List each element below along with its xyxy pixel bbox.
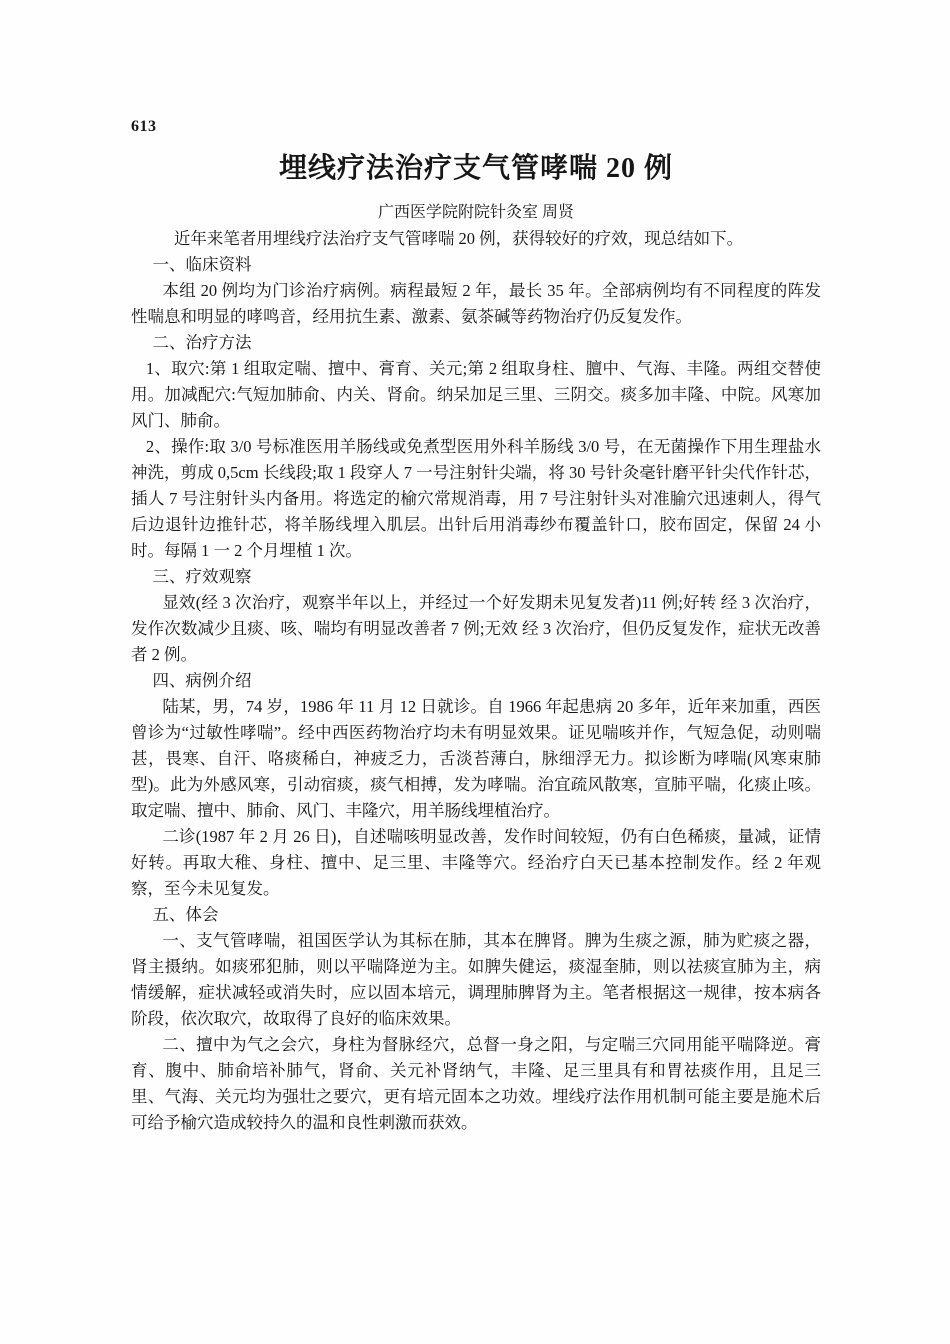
document-body [131, 226, 821, 1136]
section-heading-case: 四、病例介绍 [152, 671, 252, 690]
body-paragraph: 本组 20 例均为门诊治疗病例。病程最短 2 年，最长 35 年。全部病例均有不同程度的阵发性喘息和明显的哮鸣音，经用抗生素、激素、氨茶碱等药物治疗仍反复发作。 [131, 281, 821, 326]
section-heading-clinical: 一、临床资料 [152, 255, 252, 274]
body-paragraph-case-visit2: 二诊(1987 年 2 月 26 日)，自述喘咳明显改善，发作时间较短，仍有白色稀痰，量减，证情好转。再取大稚、身柱、擅中、足三里、丰隆等穴。经治疗白天已基本控制发作。经 2 年观察，至今未见复发。 [131, 827, 821, 898]
body-paragraph-discussion1: 一、支气管哮喘，祖国医学认为其标在肺，其本在脾肾。脾为生痰之源，肺为贮痰之器，肾主摄纳。如痰邪犯肺，则以平喘降逆为主。如脾失健运，痰湿奎肺，则以祛痰宣肺为主，病情缓解，症状减轻或消失时，应以固本培元，调理肺脾肾为主。笔者根据这一规律，按本病各阶段，依次取穴，故取得了良好的临床效果。 [131, 931, 821, 1028]
body-paragraph-acupoints: 1、取穴:第 1 组取定喘、擅中、膏育、关元;第 2 组取身柱、膻中、气海、丰隆。两组交替使用。加减配穴:气短加肺俞、内关、肾俞。纳呆加足三里、三阴交。痰多加丰隆、中院。风寒加风门、肺俞。 [131, 359, 821, 430]
section-heading-treatment: 二、治疗方法 [152, 333, 252, 352]
page-title: 埋线疗法治疗支气管哮喘 20 例 [278, 153, 673, 184]
body-paragraph-discussion2: 二、擅中为气之会穴，身柱为督脉经穴，总督一身之阳，与定喘三穴同用能平喘降逆。膏育、腹中、肺俞培补肺气，肾俞、关元补肾纳气，丰隆、足三里具有和胃祛痰作用，且足三里、气海、关元均为强壮之要穴，更有培元固本之功效。埋线疗法作用机制可能主要是施术后可给予榆穴造成较持久的温和良性刺激而获效。 [131, 1035, 821, 1132]
byline: 广西医学院附院针灸室 周贤 [377, 204, 574, 221]
body-paragraph-case-visit1: 陆某，男，74 岁，1986 年 11 月 12 日就诊。自 1966 年起患病 20 多年，近年来加重，西医曾诊为“过敏性哮喘”。经中西医药物治疗均未有明显效果。证见喘咳并作，气短急促，动则喘甚，畏寒、自汗、咯痰稀白，神疲乏力，舌淡苔薄白，脉细浮无力。拟诊断为哮喘(风寒束肺型)。此为外感风寒，引动宿痰，痰气相搏，发为哮喘。治宜疏风散寒，宣肺平喘，化痰止咳。取定喘、擅中、肺俞、风门、丰隆穴，用羊肠线埋植治疗。 [131, 697, 821, 820]
intro-paragraph: 近年来笔者用埋线疗法治疗支气管哮喘 20 例，获得较好的疗效，现总结如下。 [173, 229, 744, 248]
page-number: 613 [131, 118, 157, 135]
section-heading-efficacy: 三、疗效观察 [152, 567, 252, 586]
section-heading-discussion: 五、体会 [152, 905, 219, 924]
body-paragraph-operation: 2、操作:取 3/0 号标准医用羊肠线或免煮型医用外科羊肠线 3/0 号，在无菌操作下用生理盐水神洗，剪成 0,5cm 长线段;取 1 段穿人 7 一号注射针尖端，将 30 号针灸毫针磨平针尖代作针芯，插人 7 号注射针头内备用。将选定的榆穴常规消毒，用 7 号注射针头对准腧穴迅速刺人，得气后边退针边推针芯，将羊肠线埋入肌层。出针后用消毒纱布覆盖针口，胶布固定，保留 24 小时。每隔 1 一 2 个月埋植 1 次。 [131, 437, 821, 560]
body-paragraph-results: 显效(经 3 次治疗，观察半年以上，并经过一个好发期未见复发者)11 例;好转 经 3 次治疗，发作次数减少且痰、咳、喘均有明显改善者 7 例;无效 经 3 次治疗，但仍反复发作，症状无改善者 2 例。 [131, 593, 821, 664]
